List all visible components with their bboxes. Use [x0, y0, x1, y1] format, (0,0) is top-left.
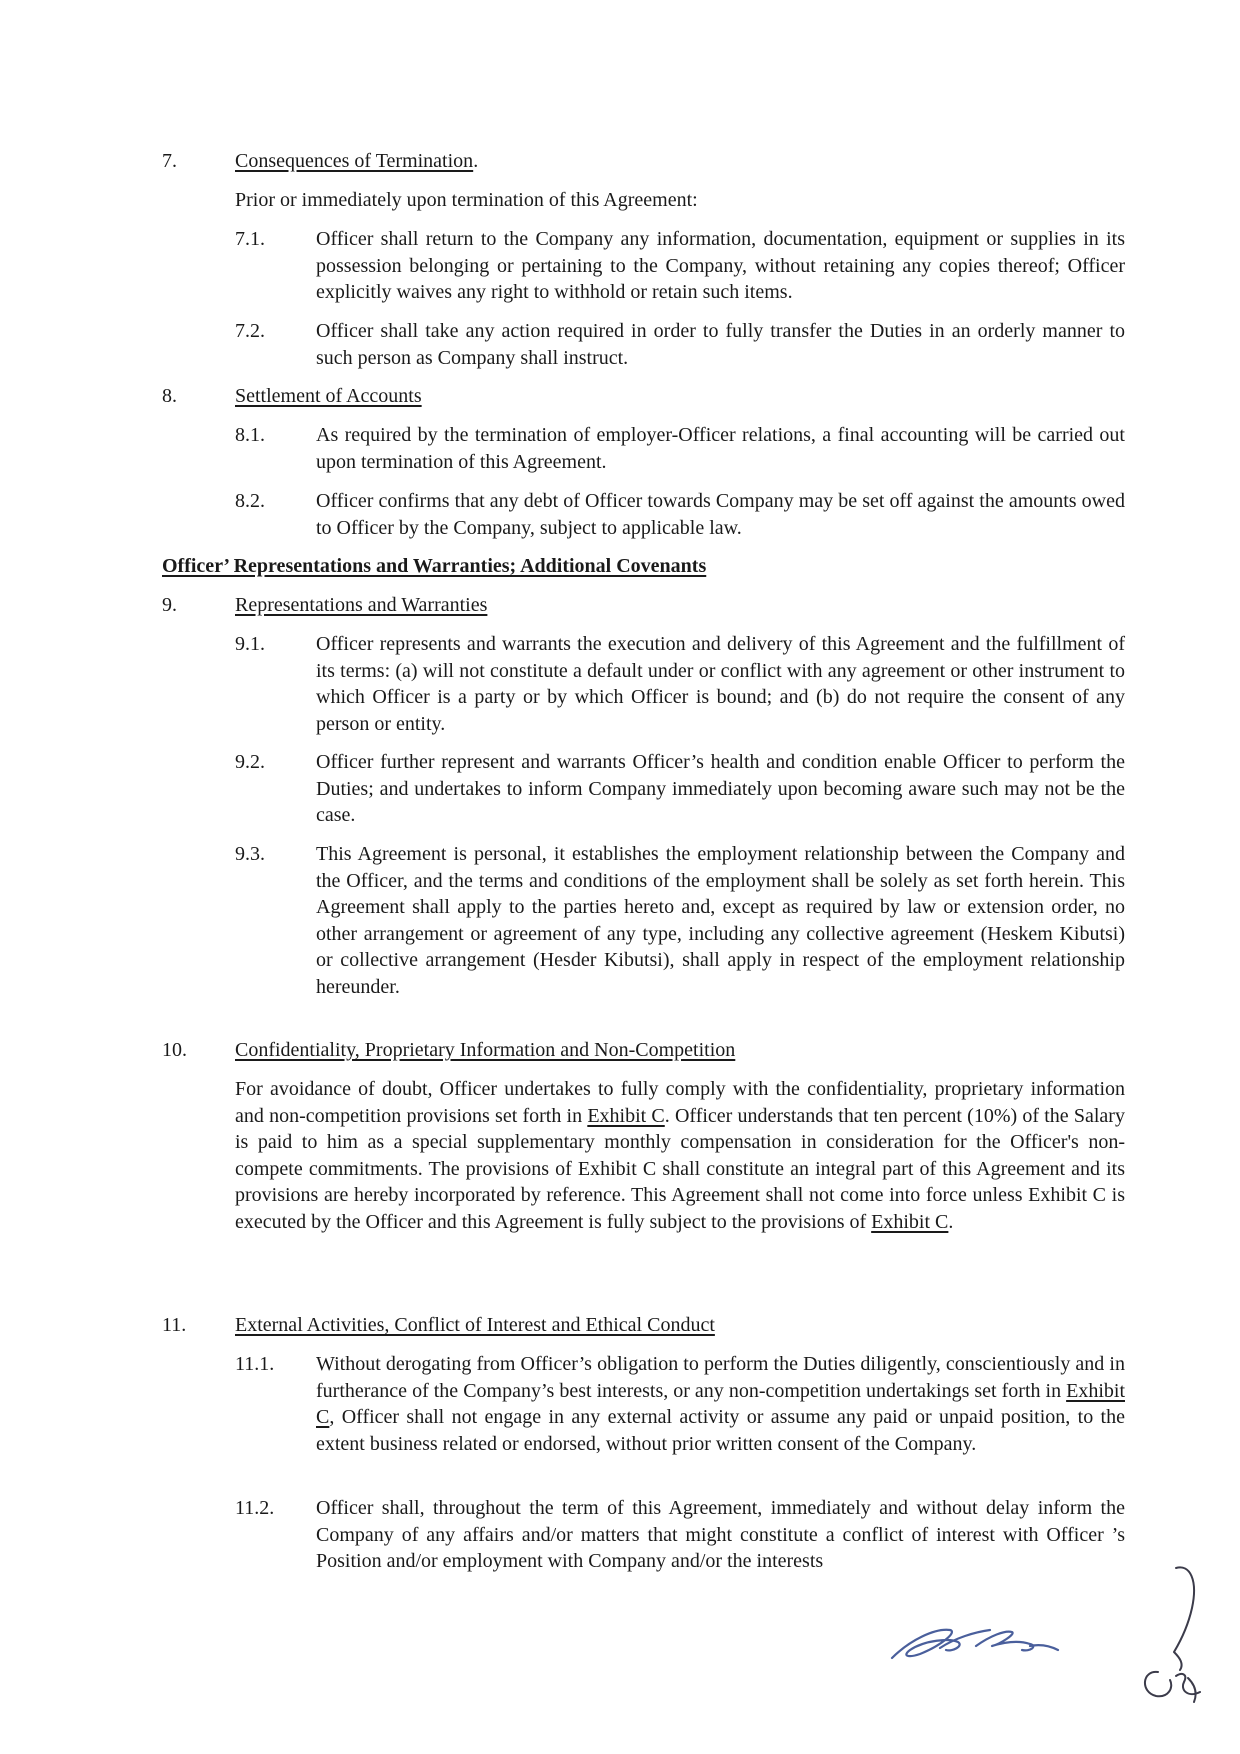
clause-text [316, 1351, 1125, 1457]
clause-text: Officer shall, throughout the term of this Agreement, immediately and without delay inform the Company of any affairs and/or matters that might constitute a conflict of interest with Officer ’s Position and/or employment with Company and/or the interests [316, 1497, 1125, 1572]
clause-text: This Agreement is personal, it establishes the employment relationship between the Company and the Officer, and the terms and conditions of the employment shall be solely as set forth herein. This Agreement shall apply to the parties hereto and, except as required by law or extension order, no other arrangement or agreement of any type, including any collective agreement (Heskem Kibutsi) or collective arrangement (Hesder Kibutsi), shall apply in respect of the employment relationship hereunder. [316, 843, 1125, 998]
section-title: Settlement of Accounts [235, 385, 422, 407]
body-text: , Officer shall not engage in any external activity or assume any paid or unpaid position, to the extent business related or endorsed, without prior written consent of the Company. [316, 1406, 1125, 1455]
exhibit-reference: Exhibit C [871, 1210, 949, 1233]
body-text: . [948, 1210, 954, 1233]
section-number: 11. [162, 1314, 187, 1336]
section-number: 9. [162, 594, 177, 616]
clause-text: Officer represents and warrants the execution and delivery of this Agreement and the fulfillment of its terms: (a) will not constitute a default under or conflict with any agreement or other instrument to which Officer is a party or by which Officer is bound; and (b) do not require the consent of any person or entity. [316, 633, 1125, 735]
clause-number: 7.2. [235, 320, 265, 342]
clause-number: 8.2. [235, 490, 265, 512]
clause-number: 9.2. [235, 751, 265, 773]
title-punct: . [473, 150, 479, 172]
clause-text: As required by the termination of employer-Officer relations, a final accounting will be carried out upon termination of this Agreement. [316, 424, 1125, 473]
clause-number: 7.1. [235, 228, 265, 250]
clause-number: 9.3. [235, 843, 265, 865]
part-heading: Officer’ Representations and Warranties; Additional Covenants [162, 555, 707, 577]
section-intro: Prior or immediately upon termination of this Agreement: [235, 189, 698, 211]
clause-text: Officer shall take any action required in order to fully transfer the Duties in an orderly manner to such person as Company shall instruct. [316, 320, 1125, 369]
clause-text: Officer further represent and warrants Officer’s health and condition enable Officer to perform the Duties; and undertakes to inform Company immediately upon becoming aware such may not be the case. [316, 751, 1125, 826]
section-title: Representations and Warranties [235, 594, 488, 616]
section-title: External Activities, Conflict of Interest and Ethical Conduct [235, 1314, 715, 1336]
body-text: For avoidance of doubt, Officer undertakes to fully comply with the confidentiality, proprietary information and non-competition provisions set forth in [235, 1078, 1125, 1127]
body-text: . Officer understands that ten percent (10%) of the Salary is paid to him as a special supplementary monthly compensation in consideration for the Officer's non-compete commitments. The provisions of Exhibit C shall constitute an integral part of this Agreement and its provisions are hereby incorporated by reference. This Agreement shall not come into force unless Exhibit C is executed by the Officer and this Agreement is fully subject to the provisions of [235, 1104, 1125, 1233]
section-number: 10. [162, 1039, 187, 1061]
section-number: 7. [162, 150, 177, 172]
signature-initials-1 [880, 1600, 1080, 1670]
section-heading [235, 148, 478, 175]
body-text: Without derogating from Officer’s obligation to perform the Duties diligently, conscientiously and in furtherance of the Company’s best interests, or any non-competition undertakings set forth in [316, 1353, 1125, 1402]
section-title: Consequences of Termination [235, 150, 474, 172]
exhibit-reference: Exhibit C [587, 1104, 665, 1127]
clause-number: 8.1. [235, 424, 265, 446]
clause-number: 9.1. [235, 633, 265, 655]
clause-text: Officer confirms that any debt of Officer towards Company may be set off against the amounts owed to Officer by the Company, subject to applicable law. [316, 490, 1125, 539]
clause-text: Officer shall return to the Company any information, documentation, equipment or supplies in its possession belonging or pertaining to the Company, without retaining any copies thereof; Officer explicitly waives any right to withhold or retain such items. [316, 228, 1125, 303]
section-number: 8. [162, 385, 177, 407]
signature-initials-2 [1118, 1560, 1228, 1710]
exhibit-reference: Exhibit C [316, 1379, 1125, 1428]
section-title: Confidentiality, Proprietary Information and Non-Competition [235, 1039, 736, 1061]
clause-number: 11.1. [235, 1353, 275, 1375]
section-body [235, 1076, 1125, 1235]
clause-number: 11.2. [235, 1497, 275, 1519]
